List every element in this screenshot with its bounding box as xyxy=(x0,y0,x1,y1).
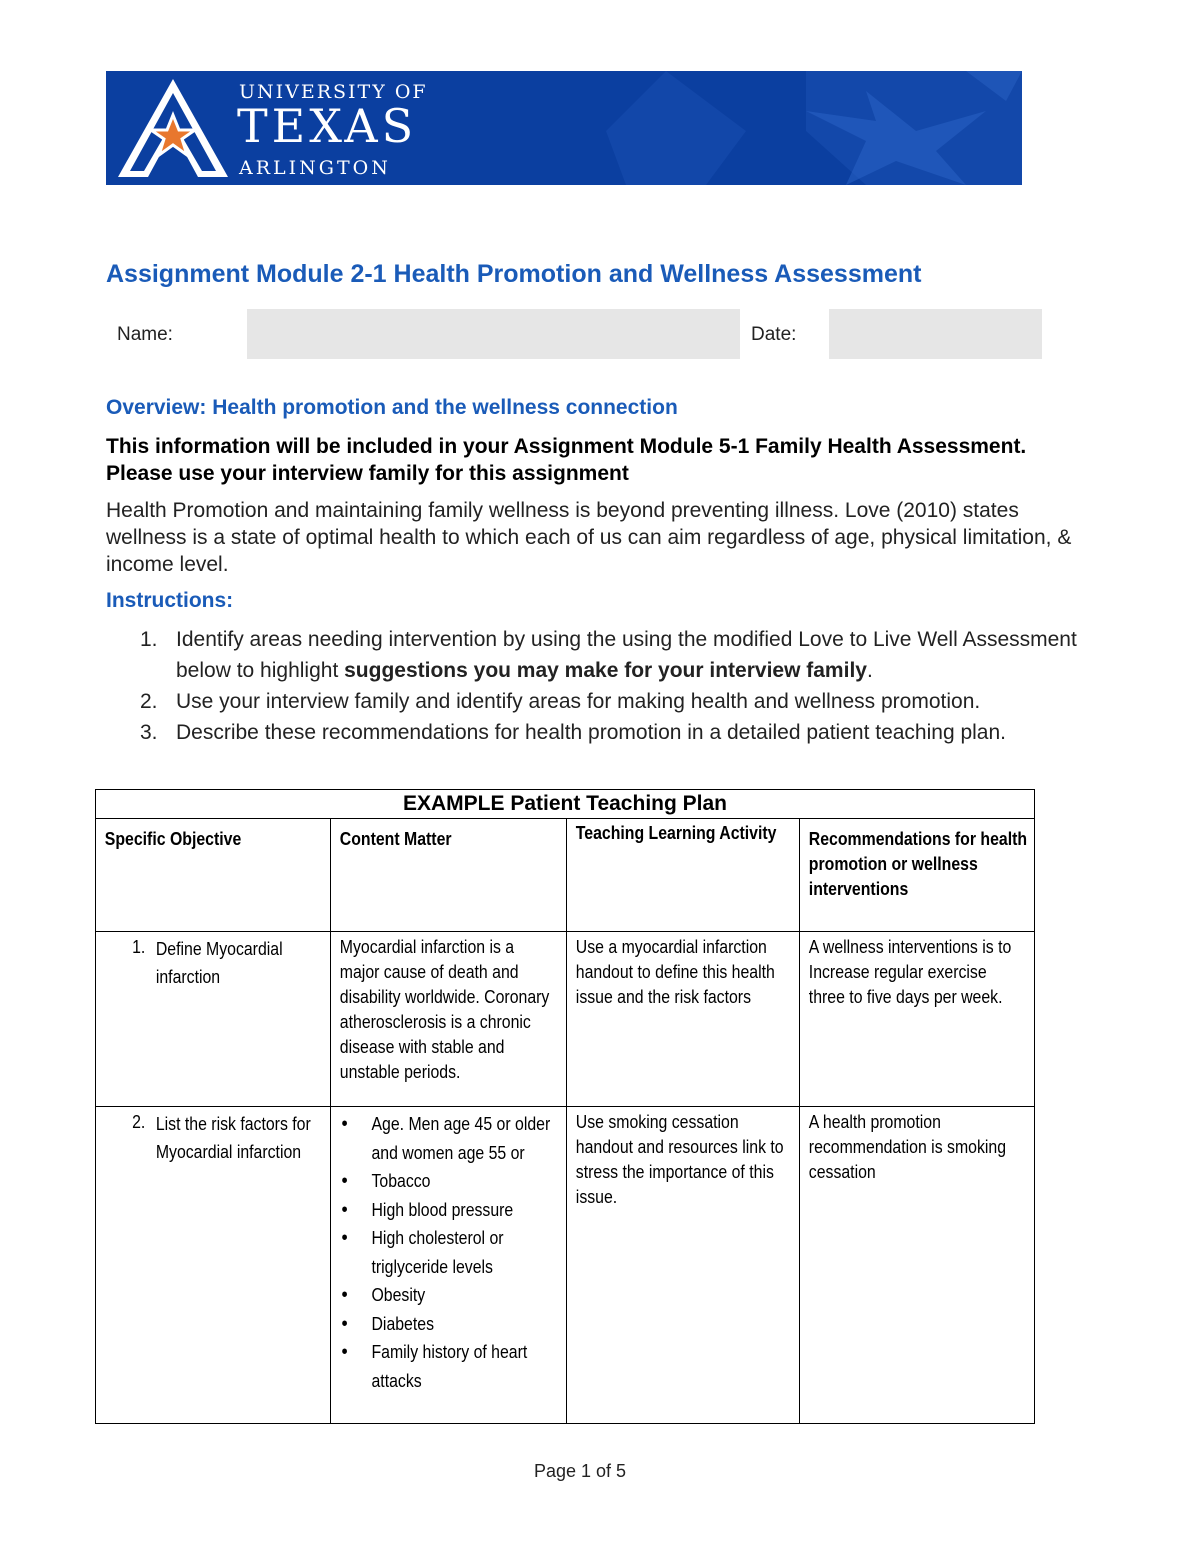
recommendation-cell: A wellness interventions is to Increase regular exercise three to five days per week. xyxy=(800,932,1035,1107)
objective-cell xyxy=(96,932,331,1107)
instructions-heading: Instructions: xyxy=(106,589,234,612)
wordmark-line-2: TEXAS xyxy=(237,99,418,153)
wordmark-line-1: UNIVERSITY OF xyxy=(239,81,428,103)
table-row xyxy=(96,932,1035,1107)
list-item-text: Use your interview family and identify areas for making health and wellness promotion. xyxy=(176,690,981,713)
list-item-bold-text: suggestions you may make for your interview family xyxy=(344,659,867,682)
objective-cell xyxy=(96,1107,331,1424)
header-specific-objective: Specific Objective xyxy=(96,819,331,932)
list-item: • Family history of heart attacks xyxy=(340,1338,556,1395)
list-number: 1. xyxy=(140,628,158,651)
list-number: 2. xyxy=(140,690,158,713)
page-title: Assignment Module 2-1 Health Promotion and Wellness Assessment xyxy=(106,260,922,288)
university-banner xyxy=(106,71,1022,185)
table-row xyxy=(96,1107,1035,1424)
teaching-plan-table xyxy=(95,789,1035,1424)
activity-cell: Use smoking cessation handout and resources link to stress the importance of this issue. xyxy=(566,1107,800,1424)
list-number: 3. xyxy=(140,721,158,744)
row-number: 1. xyxy=(132,937,146,957)
intro-bold-text: This information will be included in your Assignment Module 5-1 Family Health Assessment. Please use your interview family for this assignment xyxy=(106,435,1027,485)
content-cell: Myocardial infarction is a major cause of death and disability worldwide. Coronary atherosclerosis is a chronic disease with stable and unstable periods. xyxy=(330,932,566,1107)
list-item: • High cholesterol or triglyceride levels xyxy=(340,1224,556,1281)
header-recommendations: Recommendations for health promotion or wellness interventions xyxy=(800,819,1035,932)
table-header-row xyxy=(96,819,1035,932)
instructions-list xyxy=(106,624,1086,748)
list-item: • Age. Men age 45 or older and women age 55 or xyxy=(340,1110,556,1167)
list-item-text: Identify areas needing intervention by using the using the modified Love to Live Well Assessment below to highlight xyxy=(176,628,1077,682)
list-item-text: Describe these recommendations for health promotion in a detailed patient teaching plan. xyxy=(176,721,1007,744)
list-item: • High blood pressure xyxy=(340,1196,556,1225)
content-cell xyxy=(330,1107,566,1424)
list-item xyxy=(106,686,1086,717)
list-item xyxy=(106,624,1086,686)
intro-paragraph: Health Promotion and maintaining family wellness is beyond preventing illness. Love (2010) states wellness is a state of optimal health to which each of us can aim regardless of age, physical limitation, & income level. xyxy=(106,499,1072,576)
list-item: • Tobacco xyxy=(340,1167,556,1196)
overview-heading: Overview: Health promotion and the wellness connection xyxy=(106,396,678,419)
recommendation-cell: A health promotion recommendation is smoking cessation xyxy=(800,1107,1035,1424)
date-label: Date: xyxy=(751,324,797,345)
header-teaching-activity: Teaching Learning Activity xyxy=(566,819,800,932)
risk-factor-list xyxy=(340,1110,556,1395)
row-number: 2. xyxy=(132,1112,146,1132)
list-item: • Obesity xyxy=(340,1281,556,1310)
wordmark-line-3: ARLINGTON xyxy=(239,157,391,179)
uta-a-star-logo xyxy=(118,79,228,177)
name-field[interactable] xyxy=(247,309,740,359)
activity-cell: Use a myocardial infarction handout to define this health issue and the risk factors xyxy=(566,932,800,1107)
objective-text: List the risk factors for Myocardial infarction xyxy=(155,1114,311,1162)
date-field[interactable] xyxy=(829,309,1042,359)
table-caption: EXAMPLE Patient Teaching Plan xyxy=(96,790,1035,819)
list-item xyxy=(106,717,1086,748)
list-item: • Diabetes xyxy=(340,1310,556,1339)
header-content-matter: Content Matter xyxy=(330,819,566,932)
list-item-suffix: . xyxy=(866,659,873,682)
objective-text: Define Myocardial infarction xyxy=(155,939,283,987)
page-number: Page 1 of 5 xyxy=(533,1461,627,1481)
name-label: Name: xyxy=(117,324,173,345)
